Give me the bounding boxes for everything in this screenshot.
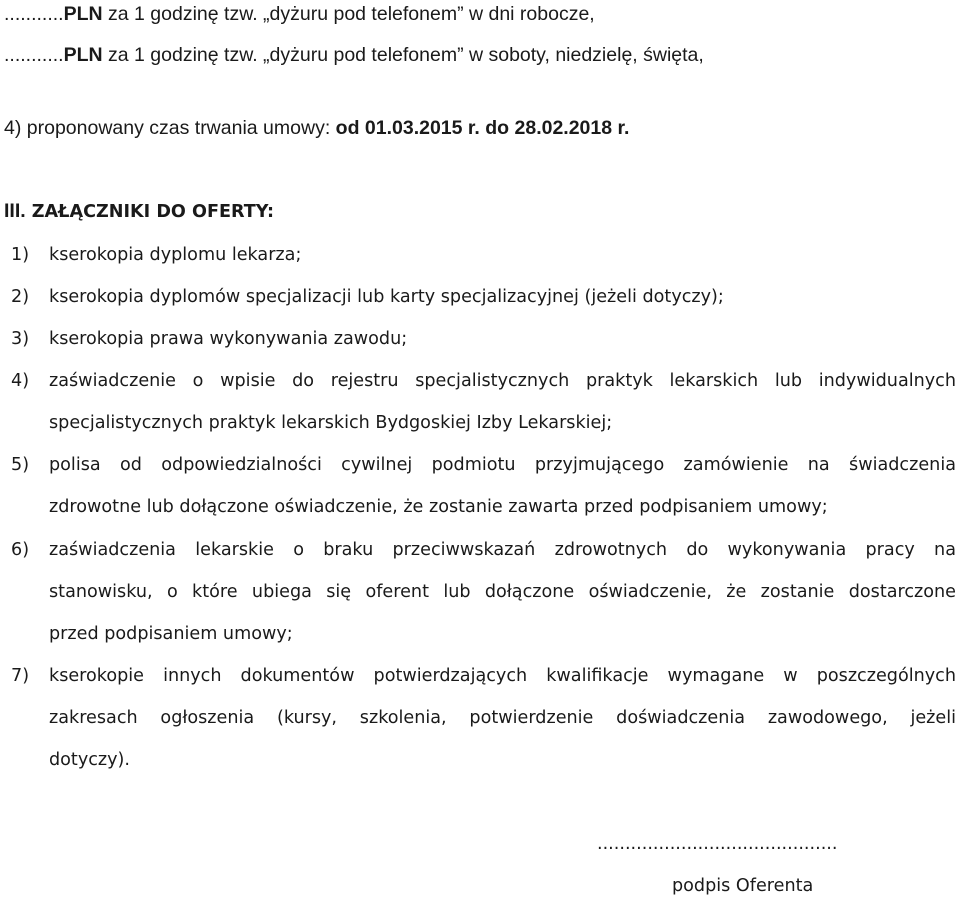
attachment-text: zaświadczenia lekarskie o braku przeciwwskazań zdrowotnych do wykonywania pracy na [49,540,956,560]
attachment-item [49,453,956,519]
rate-weekday-dots: ........... [4,3,64,25]
attachment-number: 1) [11,245,30,265]
attachment-number: 6) [11,540,30,560]
attachment-text: zdrowotne lub dołączone oświadczenie, że zostanie zawarta przed podpisaniem umowy; [49,497,828,517]
attachment-text: zaświadczenie o wpisie do rejestru specjalistycznych praktyk lekarskich lub indywidualnych [49,371,956,391]
attachment-text: kserokopie innych dokumentów potwierdzających kwalifikacje wymagane w poszczególnych [49,666,956,686]
signature-label: podpis Oferenta [672,876,814,896]
attachment-text: zakresach ogłoszenia (kursy, szkolenia, potwierdzenie doświadczenia zawodowego, jeżeli [49,708,956,728]
section-title: ZAŁĄCZNIKI DO OFERTY: [25,202,275,222]
attachment-item [49,327,956,351]
attachment-item [49,538,956,646]
rate-weekend-text: za 1 godzinę tzw. „dyżuru pod telefonem” w soboty, niedzielę, święta, [102,44,704,66]
attachment-text: polisa od odpowiedzialności cywilnej podmiotu przyjmującego zamówienie na świadczenia [49,455,956,475]
rate-weekday-line [4,2,595,26]
attachment-text: kserokopia prawa wykonywania zawodu; [49,329,408,349]
contract-duration-label: 4) proponowany czas trwania umowy: [4,117,336,139]
attachment-text: kserokopia dyplomu lekarza; [49,245,302,265]
rate-weekend-currency: PLN [63,44,103,66]
rate-weekday-currency: PLN [63,3,103,25]
section-heading [4,199,274,224]
attachment-number: 5) [11,455,30,475]
attachment-number: 7) [11,666,30,686]
rate-weekend-line [4,43,704,67]
attachment-text: stanowisku, o które ubiega się oferent lub dołączone oświadczenie, że zostanie dostarczone [49,582,956,602]
contract-duration-value: od 01.03.2015 r. do 28.02.2018 r. [335,117,630,139]
attachment-text: dotyczy). [49,750,131,770]
attachment-number: 2) [11,287,30,307]
contract-duration-line [4,116,629,140]
attachment-item [49,369,956,435]
signature-line: ........................................... [597,834,838,854]
rate-weekday-text: za 1 godzinę tzw. „dyżuru pod telefonem” w dni robocze, [102,3,595,25]
attachment-text: kserokopia dyplomów specjalizacji lub karty specjalizacyjnej (jeżeli dotyczy); [49,287,724,307]
attachment-item [49,664,956,772]
attachment-text: specjalistycznych praktyk lekarskich Bydgoskiej Izby Lekarskiej; [49,413,613,433]
attachment-number: 3) [11,329,30,349]
attachment-text: przed podpisaniem umowy; [49,624,293,644]
attachment-number: 4) [11,371,30,391]
attachment-item [49,243,956,267]
rate-weekend-dots: ........... [4,44,64,66]
section-number: III. [4,200,26,222]
attachment-item [49,285,956,309]
